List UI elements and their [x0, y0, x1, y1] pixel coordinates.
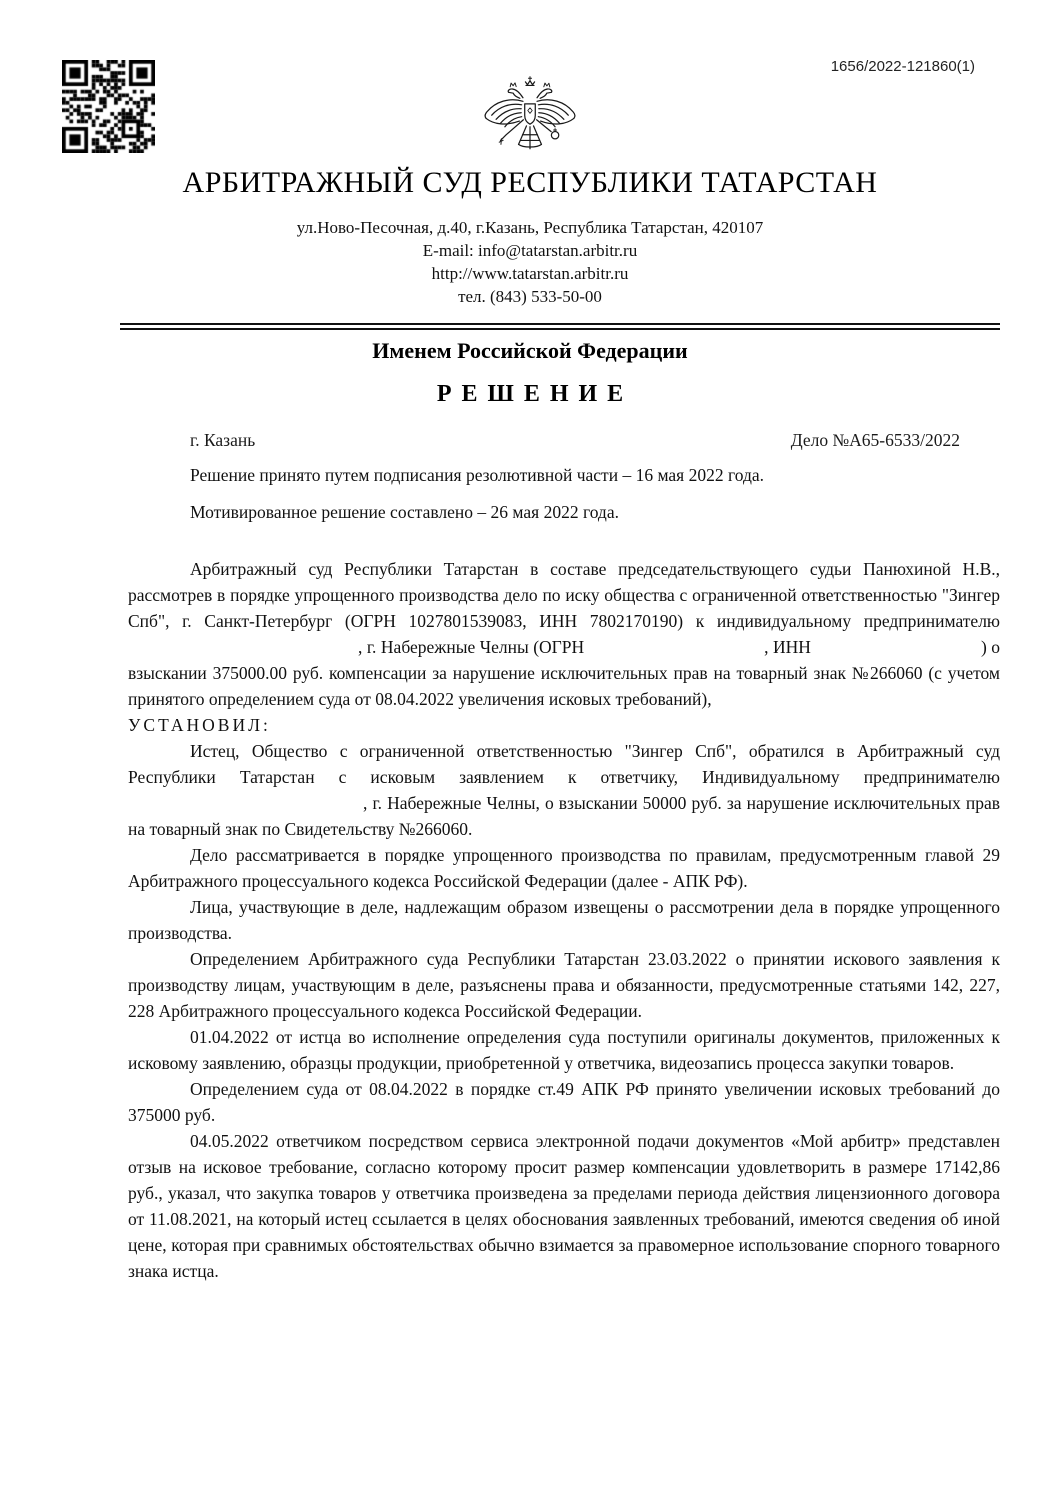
decision-body: [128, 462, 1000, 1284]
ruling-23-03-paragraph: Определением Арбитражного суда Республики Татарстан 23.03.2022 о принятии искового заявления к производству лицам, участвующим в деле, разъяснены права и обязанности, предусмотренные статьями 142, 227, 228 Арбитражного процессуального кодекса Российской Федерации.: [128, 949, 1000, 1021]
court-name-title: АРБИТРАЖНЫЙ СУД РЕСПУБЛИКИ ТАТАРСТАН: [182, 166, 878, 199]
coat-of-arms-icon: [473, 74, 587, 162]
ustanovil-heading: УСТАНОВИЛ:: [128, 715, 271, 735]
defendant-response-paragraph: 04.05.2022 ответчиком посредством сервиса электронной подачи документов «Мой арбитр» представлен отзыв на исковое требование, согласно которому просит размер компенсации удовлетворить в размере 17142,86 руб., указал, что закупка товаров у ответчика произведена за пределами периода действия лицензионного договора от 11.08.2021, на который истец ссылается в целях обоснования заявленных требований, имеются сведения об иной цене, которая при сравнимых обстоятельствах обычно взимается за правомерное использование спорного товарного знака истца.: [128, 1131, 1000, 1281]
redacted-text-gap: [128, 808, 363, 809]
claim-paragraph: Истец, Общество с ограниченной ответственностью "Зингер Спб", обратился в Арбитражный суд Республики Татарстан с исковым заявлением к ответчику, Индивидуальному предпринимателю, г. Набережные Челны, о взыскании 50000 руб. за нарушение исключительных прав на товарный знак по Свидетельству №266060.: [128, 741, 1000, 839]
case-intro-paragraph: Арбитражный суд Республики Татарстан в составе председательствующего судьи Панюхиной Н.В., рассмотрев в порядке упрощенного производства дело по иску общества с ограниченной ответственностью "Зингер Спб", г. Санкт-Петербург (ОГРН 1027801539083, ИНН 7802170190) к индивидуальному предпринимателю, г. Набережные Челны (ОГРН , ИНН ) о взыскании 375000.00 руб. компенсации за нарушение исключительных прав на товарный знак №266060 (с учетом принятого определением суда от 08.04.2022 увеличения исковых требований),: [128, 559, 1001, 709]
court-email-line: E-mail: info@tatarstan.arbitr.ru: [422, 241, 638, 260]
court-website-line: http://www.tatarstan.arbitr.ru: [431, 264, 629, 283]
redacted-text-gap: [584, 652, 764, 653]
qr-code: [62, 60, 155, 153]
procedure-paragraph: Дело рассматривается в порядке упрощенного производства по правилам, предусмотренным главой 29 Арбитражного процессуального кодекса Российской Федерации (далее - АПК РФ).: [128, 845, 1000, 891]
city-label: г. Казань: [190, 430, 256, 450]
notification-paragraph: Лица, участвующие в деле, надлежащим образом извещены о рассмотрении дела в порядке упрощенного производства.: [128, 897, 1000, 943]
in-the-name-heading: Именем Российской Федерации: [372, 338, 688, 363]
qr-code-image: [62, 60, 155, 153]
case-info-row: [190, 430, 960, 451]
header-divider: [120, 323, 1000, 330]
redacted-text-gap: [811, 652, 981, 653]
court-address-line: ул.Ново-Песочная, д.40, г.Казань, Республика Татарстан, 420107: [296, 218, 764, 237]
court-phone-line: тел. (843) 533-50-00: [458, 287, 602, 306]
claim-increase-paragraph: Определением суда от 08.04.2022 в порядке ст.49 АПК РФ принято увеличении исковых требований до 375000 руб.: [128, 1079, 1000, 1125]
letterhead: [0, 0, 1060, 308]
document-registration-number: 1656/2022-121860(1): [830, 58, 975, 75]
redacted-text-gap: [128, 652, 358, 653]
case-number: Дело №А65-6533/2022: [790, 430, 960, 450]
decision-heading: РЕШЕНИЕ: [436, 381, 634, 407]
motivated-decision-date-paragraph: Мотивированное решение составлено – 26 мая 2022 года.: [190, 502, 619, 522]
originals-received-paragraph: 01.04.2022 от истца во исполнение определения суда поступили оригиналы документов, приложенных к исковому заявлению, образцы продукции, приобретенной у ответчика, видеозапись процесса закупки товаров.: [128, 1027, 1000, 1073]
resolution-date-paragraph: Решение принято путем подписания резолютивной части – 16 мая 2022 года.: [190, 465, 764, 485]
